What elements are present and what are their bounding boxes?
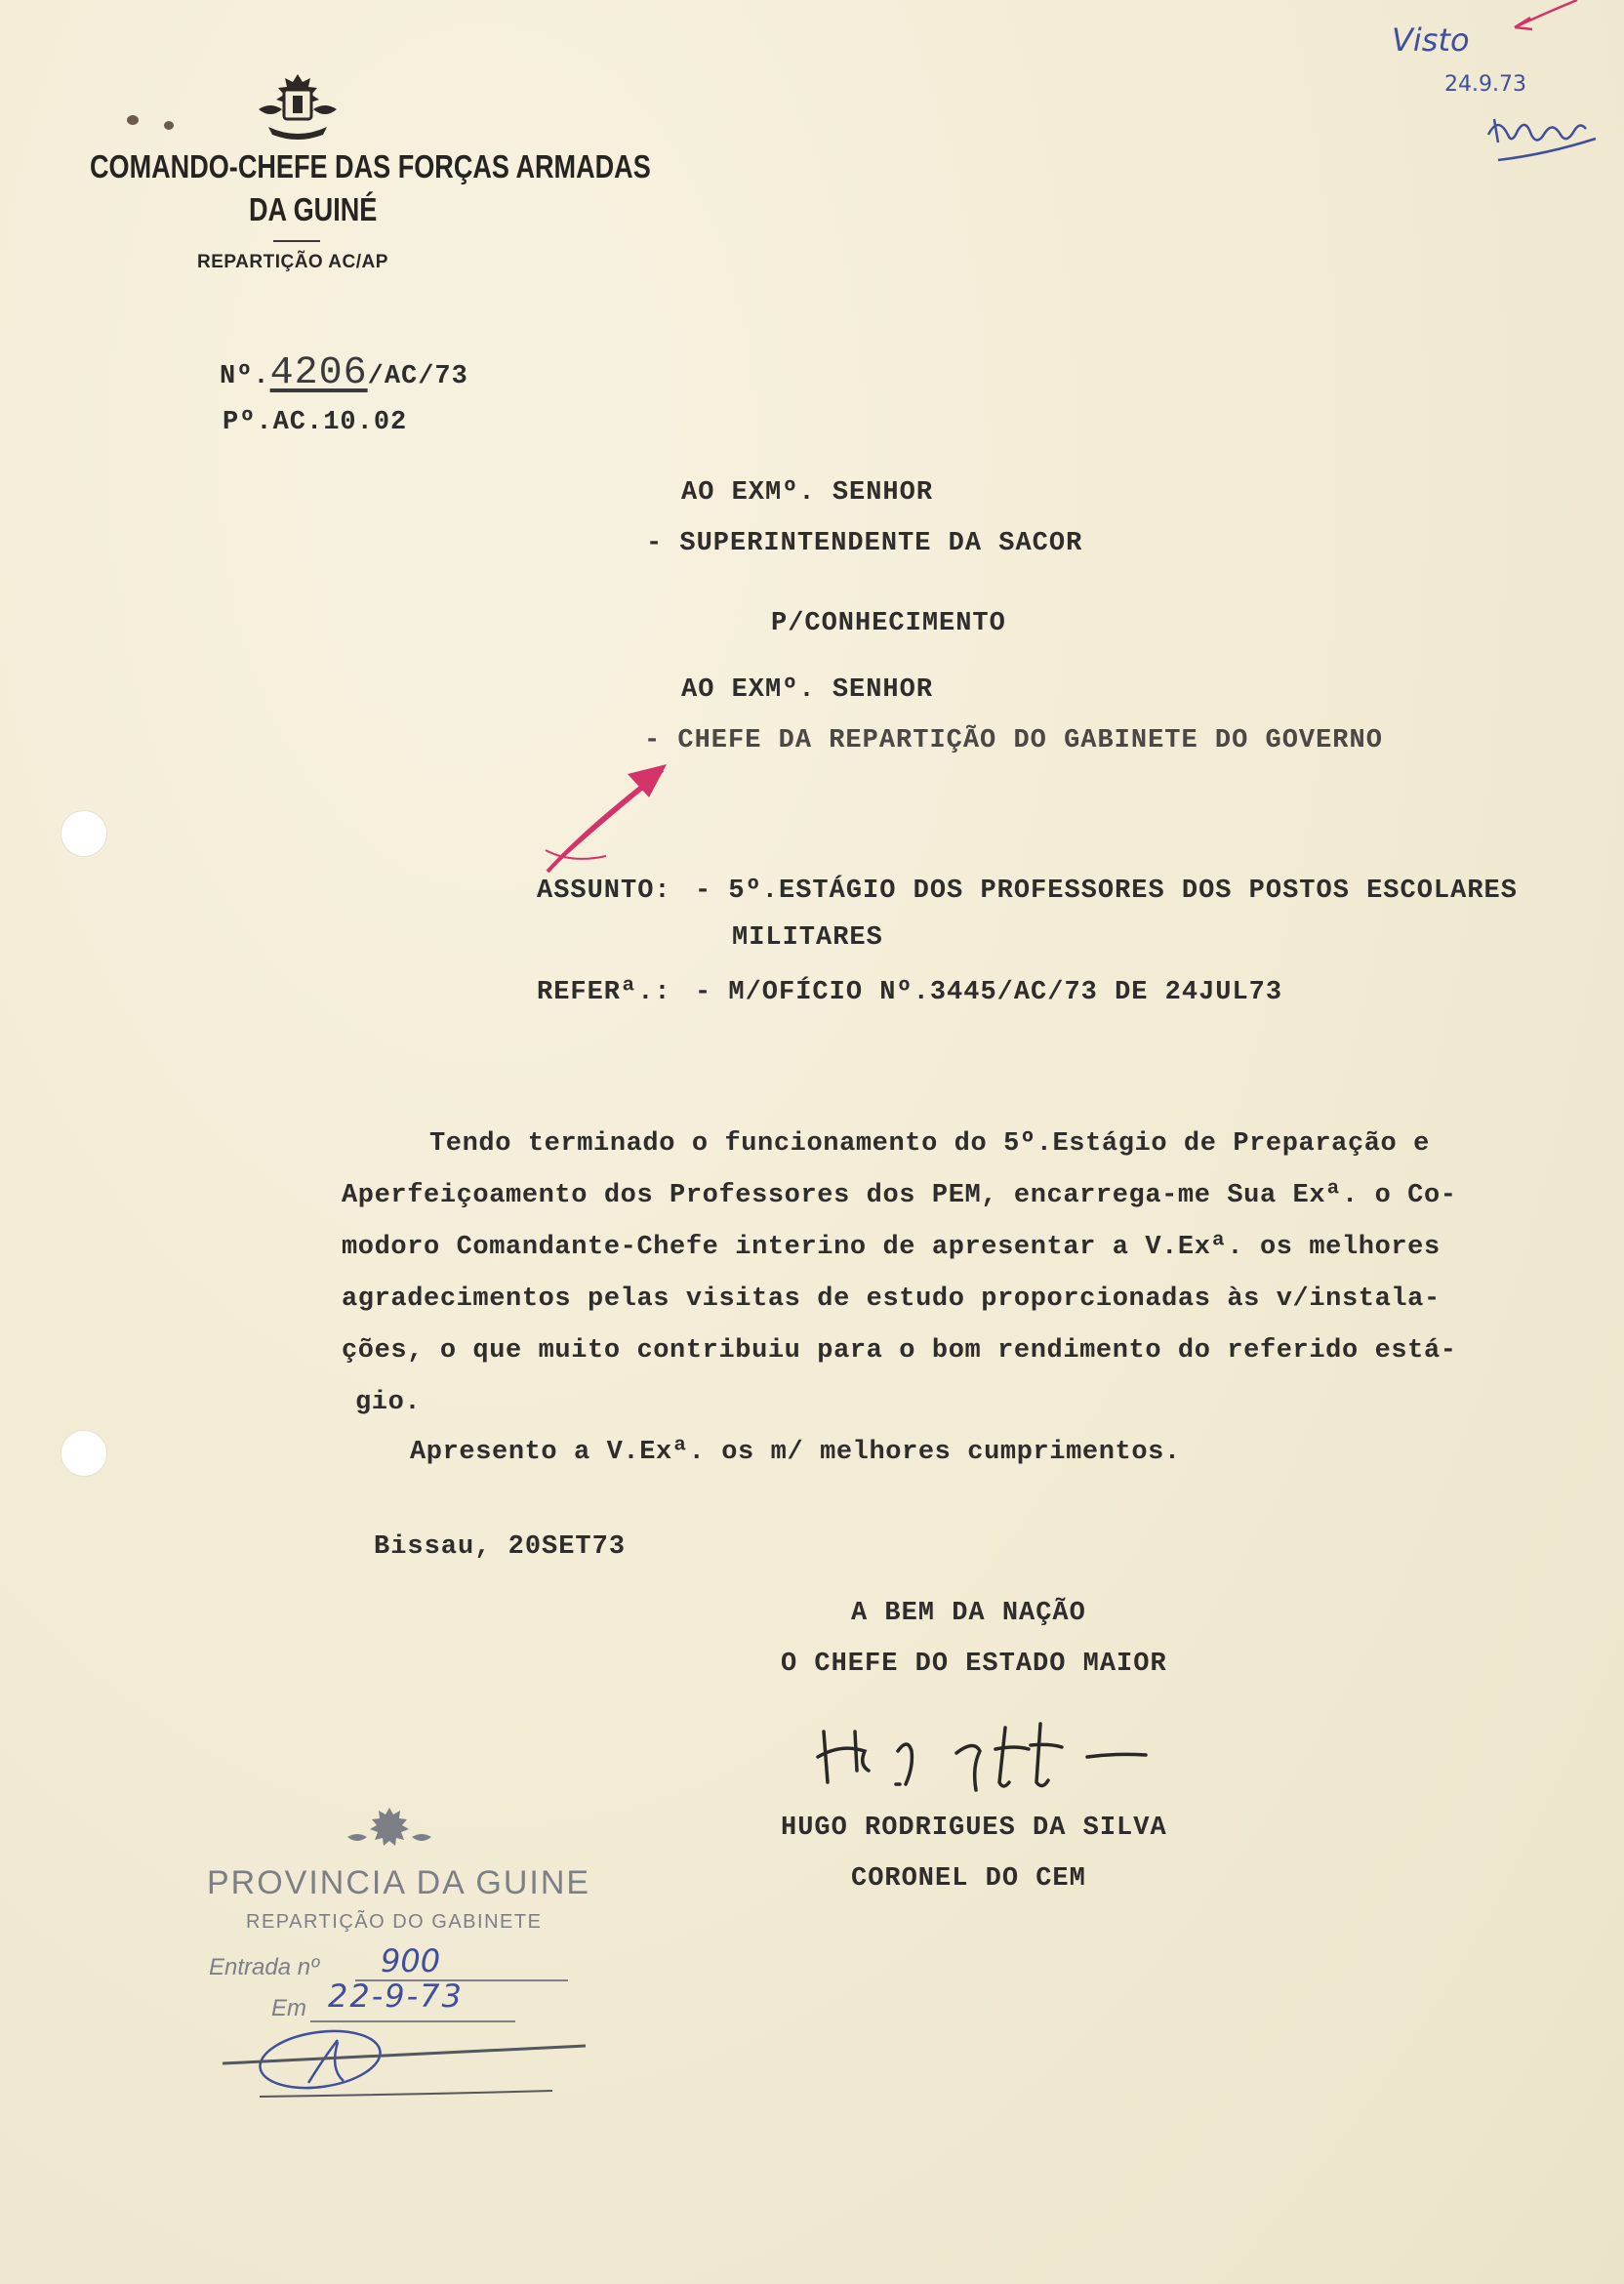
ink-dot [164,121,174,130]
reference-prefix: Nº. [220,362,270,391]
department-label: REPARTIÇÃO AC/AP [197,252,388,272]
org-name-line2: DA GUINÉ [249,191,378,227]
body-line: gio. [355,1388,422,1417]
reference-number-value: 4206 [269,351,368,395]
ink-dot [127,115,139,125]
signatory-rank: CORONEL DO CEM [851,1864,1086,1894]
visto-annotation: Visto [1392,21,1470,59]
body-line: Aperfeiçoamento dos Professores dos PEM, encarrega-me Sua Exª. o Co- [342,1181,1457,1210]
addressee-line-3: P/CONHECIMENTO [771,609,1006,638]
body-line: ções, o que muito contribuiu para o bom rendimento do referido está- [342,1336,1457,1366]
stamp-entry-value: 900 [381,1942,441,1979]
reference-suffix: /AC/73 [367,362,468,391]
subject-label: ASSUNTO: [537,877,671,906]
stamp-province: PROVINCIA DA GUINE [207,1864,591,1901]
red-check-mark [1511,0,1579,33]
body-line: Tendo terminado o funcionamento do 5º.Estágio de Preparação e [429,1129,1430,1159]
org-name-line1: COMANDO-CHEFE DAS FORÇAS ARMADAS [90,148,651,184]
header-divider [273,240,320,242]
punch-hole-bottom [61,1430,107,1477]
addressee-line-4: AO EXMº. SENHOR [681,675,934,705]
stamp-entry-label: Entrada nº [209,1954,319,1980]
body-paragraph [342,1119,1457,1429]
stamp-date-value: 22-9-73 [328,1978,464,2015]
process-reference: Pº.AC.10.02 [223,408,408,437]
addressee-line-2: - SUPERINTENDENTE DA SACOR [646,529,1083,558]
punch-hole-top [61,810,107,857]
body-line: modoro Comandante-Chefe interino de apresentar a V.Exª. os melhores [342,1233,1441,1262]
visto-date: 24.9.73 [1444,72,1526,97]
subject-text-line1: - 5º.ESTÁGIO DOS PROFESSORES DOS POSTOS ESCOLARES [695,877,1518,906]
stamp-crest-icon [342,1804,437,1860]
signature-line-2: O CHEFE DO ESTADO MAIOR [781,1650,1167,1679]
stamp-handwritten-initials [221,2022,591,2100]
red-arrow-icon [542,756,678,878]
signatory-name: HUGO RODRIGUES DA SILVA [781,1814,1167,1843]
coat-of-arms-icon [249,70,346,146]
initials-signature [1479,105,1605,176]
addressee-line-5: - CHEFE DA REPARTIÇÃO DO GABINETE DO GOVERNO [644,726,1383,755]
handwritten-signature [810,1698,1200,1806]
subject-text-line2: MILITARES [732,923,883,953]
reference-number [220,351,468,395]
closing-paragraph: Apresento a V.Exª. os m/ melhores cumprimentos. [410,1438,1181,1467]
stamp-department: REPARTIÇÃO DO GABINETE [246,1911,543,1933]
signature-line-1: A BEM DA NAÇÃO [851,1599,1086,1628]
place-date: Bissau, 20SET73 [374,1532,627,1562]
body-line: agradecimentos pelas visitas de estudo proporcionadas às v/instala- [342,1285,1441,1314]
reference-label: REFERª.: [537,978,671,1007]
addressee-line-1: AO EXMº. SENHOR [681,478,934,508]
reference-text: - M/OFÍCIO Nº.3445/AC/73 DE 24JUL73 [695,978,1283,1007]
stamp-date-label: Em [271,1995,306,2021]
